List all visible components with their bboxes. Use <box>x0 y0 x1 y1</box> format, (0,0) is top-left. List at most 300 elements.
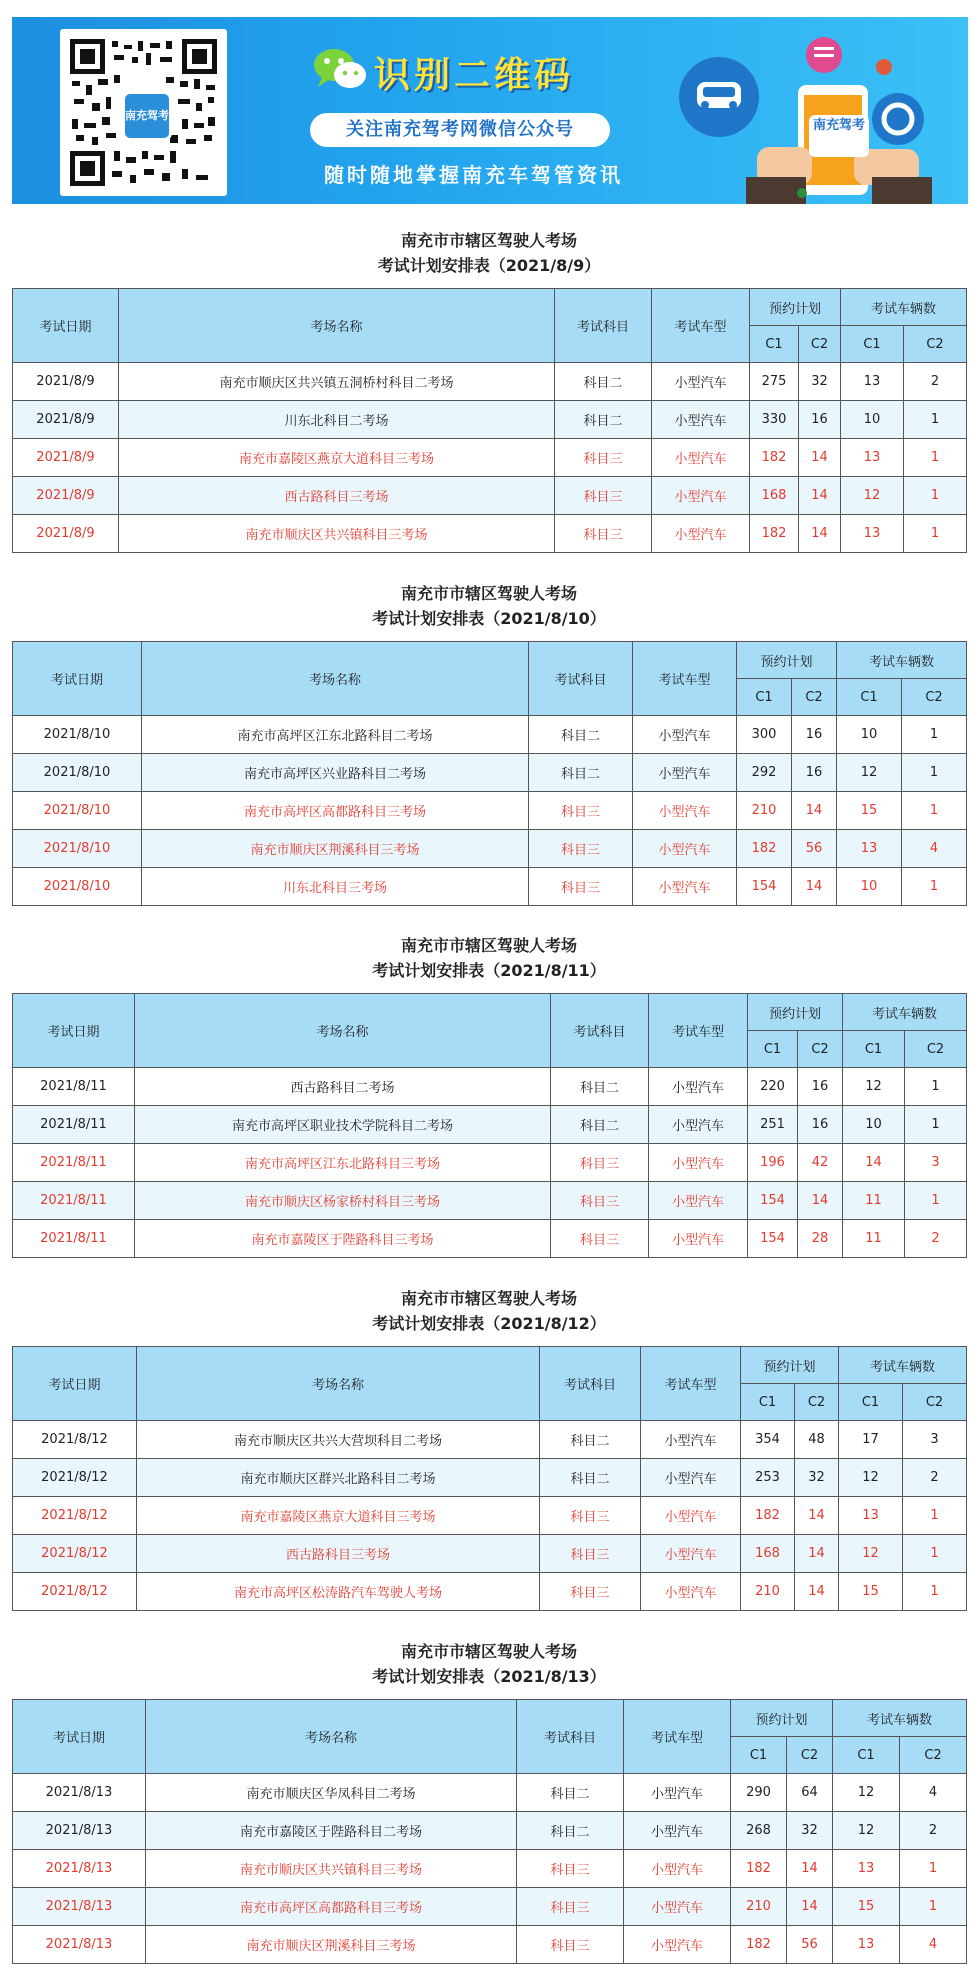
cell-cars-c2: 2 <box>905 1220 967 1258</box>
cell-plan-c1: 182 <box>750 439 799 477</box>
cell-cars-c1: 13 <box>837 830 902 868</box>
cell-plan-c1: 182 <box>741 1497 795 1535</box>
cell-plan-c2: 14 <box>799 439 841 477</box>
table-row <box>13 1535 967 1573</box>
cell-subject: 科目二 <box>551 1106 649 1144</box>
cell-date: 2021/8/9 <box>13 439 119 477</box>
cell-cars-c1: 12 <box>843 1068 905 1106</box>
cell-date: 2021/8/9 <box>13 401 119 439</box>
cell-plan-c1: 300 <box>737 716 792 754</box>
cell-vehicle: 小型汽车 <box>652 401 750 439</box>
cell-subject: 科目二 <box>517 1774 624 1812</box>
cell-cars-c1: 12 <box>839 1535 903 1573</box>
header-subject: 考试科目 <box>551 994 649 1068</box>
table-row <box>13 401 967 439</box>
cell-plan-c1: 220 <box>748 1068 798 1106</box>
cell-plan-c1: 168 <box>741 1535 795 1573</box>
cell-cars-c2: 1 <box>902 716 967 754</box>
table-row <box>13 754 967 792</box>
cell-vehicle: 小型汽车 <box>641 1497 741 1535</box>
cell-cars-c2: 1 <box>904 439 967 477</box>
cell-cars-c1: 11 <box>843 1182 905 1220</box>
cell-plan-c2: 16 <box>792 716 837 754</box>
header-exam-cars: 考试车辆数 <box>843 994 967 1031</box>
table-row <box>13 1421 967 1459</box>
cell-plan-c2: 32 <box>787 1812 833 1850</box>
cell-date: 2021/8/12 <box>13 1459 137 1497</box>
cell-venue: 西古路科目三考场 <box>119 477 555 515</box>
qr-center-logo: 南充驾考 <box>122 91 172 141</box>
cell-vehicle: 小型汽车 <box>652 363 750 401</box>
header-subject: 考试科目 <box>529 642 633 716</box>
cell-plan-c2: 56 <box>792 830 837 868</box>
cell-plan-c1: 210 <box>737 792 792 830</box>
header-venue-name: 考场名称 <box>146 1700 517 1774</box>
cell-cars-c2: 1 <box>904 477 967 515</box>
cell-date: 2021/8/11 <box>13 1068 135 1106</box>
header-cars-c1: C1 <box>837 679 902 716</box>
cell-cars-c1: 12 <box>833 1774 900 1812</box>
cell-subject: 科目二 <box>529 716 633 754</box>
cell-vehicle: 小型汽车 <box>652 477 750 515</box>
cell-cars-c1: 12 <box>839 1459 903 1497</box>
cell-vehicle: 小型汽车 <box>652 515 750 553</box>
cell-plan-c2: 14 <box>792 792 837 830</box>
cell-date: 2021/8/11 <box>13 1144 135 1182</box>
cell-cars-c1: 13 <box>833 1926 900 1964</box>
cell-venue: 南充市高坪区江东北路科目三考场 <box>135 1144 551 1182</box>
cell-subject: 科目三 <box>555 477 652 515</box>
cell-cars-c2: 4 <box>902 830 967 868</box>
cell-plan-c2: 14 <box>798 1182 843 1220</box>
section-heading-line2: 考试计划安排表（2021/8/9） <box>377 256 601 275</box>
cell-plan-c1: 196 <box>748 1144 798 1182</box>
cell-vehicle: 小型汽车 <box>633 716 737 754</box>
header-booking-plan: 预约计划 <box>748 994 843 1031</box>
cell-cars-c1: 11 <box>843 1220 905 1258</box>
table-row <box>13 1888 967 1926</box>
cell-plan-c1: 154 <box>737 868 792 906</box>
header-booking-plan: 预约计划 <box>741 1347 839 1384</box>
header-plan-c1: C1 <box>731 1737 787 1774</box>
cell-subject: 科目二 <box>540 1459 641 1497</box>
header-vehicle-type: 考试车型 <box>649 994 748 1068</box>
cell-vehicle: 小型汽车 <box>649 1144 748 1182</box>
cell-vehicle: 小型汽车 <box>633 868 737 906</box>
promo-banner <box>12 17 968 204</box>
cell-subject: 科目三 <box>551 1182 649 1220</box>
header-plan-c1: C1 <box>737 679 792 716</box>
cell-cars-c1: 15 <box>833 1888 900 1926</box>
cell-cars-c2: 1 <box>902 754 967 792</box>
cell-venue: 南充市嘉陵区于陛路科目三考场 <box>135 1220 551 1258</box>
table-row <box>13 792 967 830</box>
table-row <box>13 1774 967 1812</box>
section-heading-line2: 考试计划安排表（2021/8/13） <box>372 1667 606 1686</box>
cell-subject: 科目三 <box>517 1888 624 1926</box>
cell-subject: 科目二 <box>555 363 652 401</box>
header-booking-plan: 预约计划 <box>737 642 837 679</box>
schedule-section-4 <box>12 1639 966 1964</box>
cell-vehicle: 小型汽车 <box>633 792 737 830</box>
cell-date: 2021/8/11 <box>13 1106 135 1144</box>
cell-subject: 科目三 <box>555 439 652 477</box>
cell-plan-c1: 182 <box>731 1926 787 1964</box>
cell-plan-c2: 14 <box>787 1888 833 1926</box>
cell-vehicle: 小型汽车 <box>652 439 750 477</box>
cell-venue: 西古路科目三考场 <box>137 1535 540 1573</box>
cell-venue: 南充市高坪区高都路科目三考场 <box>142 792 529 830</box>
table-row <box>13 1144 967 1182</box>
cell-subject: 科目二 <box>529 754 633 792</box>
header-exam-date: 考试日期 <box>13 994 135 1068</box>
table-row <box>13 1812 967 1850</box>
cell-vehicle: 小型汽车 <box>649 1068 748 1106</box>
header-vehicle-type: 考试车型 <box>652 289 750 363</box>
table-row <box>13 1926 967 1964</box>
cell-subject: 科目二 <box>517 1812 624 1850</box>
cell-date: 2021/8/10 <box>13 754 142 792</box>
qr-code <box>60 29 227 196</box>
table-row <box>13 868 967 906</box>
cell-cars-c2: 2 <box>903 1459 967 1497</box>
cell-cars-c1: 13 <box>833 1850 900 1888</box>
header-cars-c1: C1 <box>839 1384 903 1421</box>
header-plan-c1: C1 <box>741 1384 795 1421</box>
cell-vehicle: 小型汽车 <box>624 1774 731 1812</box>
cell-vehicle: 小型汽车 <box>649 1182 748 1220</box>
table-row <box>13 1068 967 1106</box>
header-exam-date: 考试日期 <box>13 289 119 363</box>
cell-date: 2021/8/12 <box>13 1573 137 1611</box>
header-booking-plan: 预约计划 <box>731 1700 833 1737</box>
phone-app-logo: 南充驾考 <box>809 115 869 157</box>
cell-date: 2021/8/10 <box>13 792 142 830</box>
cell-cars-c2: 3 <box>903 1421 967 1459</box>
header-venue-name: 考场名称 <box>142 642 529 716</box>
table-row <box>13 363 967 401</box>
cell-plan-c2: 48 <box>795 1421 839 1459</box>
cell-subject: 科目三 <box>529 868 633 906</box>
cell-plan-c1: 210 <box>731 1888 787 1926</box>
cell-date: 2021/8/12 <box>13 1497 137 1535</box>
cell-cars-c2: 1 <box>904 401 967 439</box>
cell-venue: 南充市顺庆区共兴镇五洞桥村科目二考场 <box>119 363 555 401</box>
cell-vehicle: 小型汽车 <box>641 1535 741 1573</box>
table-row <box>13 716 967 754</box>
header-cars-c2: C2 <box>902 679 967 716</box>
cell-cars-c2: 1 <box>905 1106 967 1144</box>
cell-date: 2021/8/9 <box>13 477 119 515</box>
cell-cars-c1: 12 <box>837 754 902 792</box>
cell-venue: 川东北科目二考场 <box>119 401 555 439</box>
header-booking-plan: 预约计划 <box>750 289 841 326</box>
cell-plan-c2: 14 <box>795 1535 839 1573</box>
cell-plan-c1: 275 <box>750 363 799 401</box>
cell-vehicle: 小型汽车 <box>649 1220 748 1258</box>
table-row <box>13 1573 967 1611</box>
cell-cars-c2: 1 <box>904 515 967 553</box>
cell-cars-c2: 1 <box>903 1497 967 1535</box>
table-row <box>13 830 967 868</box>
cell-subject: 科目二 <box>551 1068 649 1106</box>
section-heading-line1: 南充市市辖区驾驶人考场 <box>400 1289 577 1308</box>
cell-vehicle: 小型汽车 <box>624 1888 731 1926</box>
cell-subject: 科目二 <box>540 1421 641 1459</box>
cell-plan-c2: 16 <box>798 1106 843 1144</box>
cell-date: 2021/8/10 <box>13 830 142 868</box>
cell-venue: 南充市高坪区职业技术学院科目二考场 <box>135 1106 551 1144</box>
cell-plan-c2: 14 <box>795 1573 839 1611</box>
table-row <box>13 1497 967 1535</box>
section-heading-line2: 考试计划安排表（2021/8/10） <box>372 609 606 628</box>
cell-cars-c1: 13 <box>841 363 904 401</box>
header-exam-cars: 考试车辆数 <box>841 289 967 326</box>
table-row <box>13 1459 967 1497</box>
cell-venue: 南充市顺庆区荆溪科目三考场 <box>146 1926 517 1964</box>
section-heading-line1: 南充市市辖区驾驶人考场 <box>400 1642 577 1661</box>
cell-venue: 南充市嘉陵区燕京大道科目三考场 <box>119 439 555 477</box>
cell-subject: 科目三 <box>529 830 633 868</box>
cell-plan-c2: 42 <box>798 1144 843 1182</box>
cell-venue: 南充市高坪区江东北路科目二考场 <box>142 716 529 754</box>
cell-plan-c2: 16 <box>799 401 841 439</box>
header-cars-c1: C1 <box>841 326 904 363</box>
cell-date: 2021/8/12 <box>13 1535 137 1573</box>
cell-plan-c1: 292 <box>737 754 792 792</box>
cell-venue: 南充市高坪区兴业路科目二考场 <box>142 754 529 792</box>
section-heading-line2: 考试计划安排表（2021/8/11） <box>372 961 606 980</box>
header-exam-date: 考试日期 <box>13 1700 146 1774</box>
cell-cars-c1: 12 <box>841 477 904 515</box>
header-cars-c1: C1 <box>843 1031 905 1068</box>
schedule-section-2 <box>12 933 966 1258</box>
cell-cars-c1: 13 <box>839 1497 903 1535</box>
table-row <box>13 1220 967 1258</box>
schedule-section-3 <box>12 1286 966 1611</box>
cell-plan-c2: 28 <box>798 1220 843 1258</box>
cell-venue: 南充市顺庆区荆溪科目三考场 <box>142 830 529 868</box>
cell-date: 2021/8/10 <box>13 716 142 754</box>
table-row <box>13 439 967 477</box>
header-subject: 考试科目 <box>555 289 652 363</box>
cell-cars-c1: 10 <box>843 1106 905 1144</box>
header-exam-cars: 考试车辆数 <box>837 642 967 679</box>
cell-subject: 科目三 <box>517 1926 624 1964</box>
header-exam-cars: 考试车辆数 <box>839 1347 967 1384</box>
table-row <box>13 477 967 515</box>
cell-venue: 川东北科目三考场 <box>142 868 529 906</box>
cell-plan-c2: 56 <box>787 1926 833 1964</box>
header-exam-date: 考试日期 <box>13 642 142 716</box>
cell-date: 2021/8/10 <box>13 868 142 906</box>
cell-cars-c1: 10 <box>841 401 904 439</box>
cell-subject: 科目三 <box>551 1144 649 1182</box>
table-row <box>13 515 967 553</box>
schedule-section-0 <box>12 228 966 553</box>
header-exam-cars: 考试车辆数 <box>833 1700 967 1737</box>
cell-date: 2021/8/9 <box>13 515 119 553</box>
header-cars-c2: C2 <box>905 1031 967 1068</box>
header-plan-c2: C2 <box>799 326 841 363</box>
cell-subject: 科目三 <box>540 1497 641 1535</box>
cell-cars-c1: 10 <box>837 868 902 906</box>
cell-plan-c2: 64 <box>787 1774 833 1812</box>
cell-cars-c2: 2 <box>904 363 967 401</box>
header-venue-name: 考场名称 <box>135 994 551 1068</box>
table-row <box>13 1106 967 1144</box>
cell-cars-c2: 1 <box>900 1850 967 1888</box>
cell-subject: 科目三 <box>529 792 633 830</box>
cell-plan-c1: 154 <box>748 1182 798 1220</box>
cell-cars-c2: 3 <box>905 1144 967 1182</box>
header-venue-name: 考场名称 <box>119 289 555 363</box>
header-vehicle-type: 考试车型 <box>633 642 737 716</box>
cell-plan-c1: 330 <box>750 401 799 439</box>
schedule-section-1 <box>12 581 966 906</box>
cell-venue: 南充市高坪区松涛路汽车驾驶人考场 <box>137 1573 540 1611</box>
cell-cars-c1: 13 <box>841 515 904 553</box>
cell-plan-c1: 182 <box>750 515 799 553</box>
cell-vehicle: 小型汽车 <box>633 830 737 868</box>
cell-date: 2021/8/9 <box>13 363 119 401</box>
cell-subject: 科目三 <box>555 515 652 553</box>
cell-subject: 科目三 <box>551 1220 649 1258</box>
cell-vehicle: 小型汽车 <box>641 1573 741 1611</box>
cell-cars-c1: 14 <box>843 1144 905 1182</box>
header-vehicle-type: 考试车型 <box>641 1347 741 1421</box>
header-plan-c2: C2 <box>798 1031 843 1068</box>
cell-venue: 西古路科目二考场 <box>135 1068 551 1106</box>
section-heading-line2: 考试计划安排表（2021/8/12） <box>372 1314 606 1333</box>
cell-cars-c1: 12 <box>833 1812 900 1850</box>
cell-plan-c1: 290 <box>731 1774 787 1812</box>
header-subject: 考试科目 <box>517 1700 624 1774</box>
cell-cars-c2: 1 <box>902 868 967 906</box>
section-heading-line1: 南充市市辖区驾驶人考场 <box>400 231 577 250</box>
header-vehicle-type: 考试车型 <box>624 1700 731 1774</box>
header-plan-c1: C1 <box>748 1031 798 1068</box>
cell-date: 2021/8/13 <box>13 1888 146 1926</box>
section-heading-line1: 南充市市辖区驾驶人考场 <box>400 936 577 955</box>
header-cars-c2: C2 <box>903 1384 967 1421</box>
schedule-table <box>12 641 967 906</box>
cell-venue: 南充市顺庆区杨家桥村科目三考场 <box>135 1182 551 1220</box>
cell-date: 2021/8/13 <box>13 1774 146 1812</box>
cell-cars-c2: 4 <box>900 1774 967 1812</box>
cell-plan-c1: 210 <box>741 1573 795 1611</box>
header-plan-c2: C2 <box>787 1737 833 1774</box>
cell-vehicle: 小型汽车 <box>649 1106 748 1144</box>
table-row <box>13 1182 967 1220</box>
header-cars-c1: C1 <box>833 1737 900 1774</box>
cell-date: 2021/8/12 <box>13 1421 137 1459</box>
cell-plan-c1: 253 <box>741 1459 795 1497</box>
cell-plan-c2: 16 <box>798 1068 843 1106</box>
cell-plan-c1: 268 <box>731 1812 787 1850</box>
cell-cars-c1: 10 <box>837 716 902 754</box>
cell-venue: 南充市嘉陵区于陛路科目二考场 <box>146 1812 517 1850</box>
cell-cars-c2: 1 <box>905 1182 967 1220</box>
cell-vehicle: 小型汽车 <box>624 1850 731 1888</box>
cell-date: 2021/8/13 <box>13 1926 146 1964</box>
cell-plan-c2: 14 <box>787 1850 833 1888</box>
cell-plan-c1: 182 <box>737 830 792 868</box>
cell-plan-c2: 14 <box>792 868 837 906</box>
cell-plan-c1: 354 <box>741 1421 795 1459</box>
cell-venue: 南充市顺庆区群兴北路科目二考场 <box>137 1459 540 1497</box>
header-exam-date: 考试日期 <box>13 1347 137 1421</box>
schedule-table <box>12 993 967 1258</box>
banner-title: 识别二维码 <box>374 55 575 96</box>
cell-vehicle: 小型汽车 <box>641 1459 741 1497</box>
cell-cars-c1: 13 <box>841 439 904 477</box>
cell-cars-c2: 1 <box>902 792 967 830</box>
cell-date: 2021/8/11 <box>13 1182 135 1220</box>
header-plan-c2: C2 <box>795 1384 839 1421</box>
cell-plan-c1: 154 <box>748 1220 798 1258</box>
cell-plan-c2: 14 <box>799 515 841 553</box>
cell-plan-c2: 14 <box>799 477 841 515</box>
cell-plan-c2: 16 <box>792 754 837 792</box>
header-subject: 考试科目 <box>540 1347 641 1421</box>
cell-vehicle: 小型汽车 <box>633 754 737 792</box>
schedule-table <box>12 1346 967 1611</box>
cell-plan-c1: 168 <box>750 477 799 515</box>
cell-plan-c1: 251 <box>748 1106 798 1144</box>
header-cars-c2: C2 <box>900 1737 967 1774</box>
schedule-table <box>12 288 967 553</box>
cell-cars-c2: 2 <box>900 1812 967 1850</box>
cell-venue: 南充市高坪区高都路科目三考场 <box>146 1888 517 1926</box>
header-cars-c2: C2 <box>904 326 967 363</box>
cell-subject: 科目二 <box>555 401 652 439</box>
cell-cars-c2: 4 <box>900 1926 967 1964</box>
cell-cars-c1: 15 <box>837 792 902 830</box>
section-heading-line1: 南充市市辖区驾驶人考场 <box>400 584 577 603</box>
banner-subtitle: 关注南充驾考网微信公众号 <box>310 113 610 147</box>
header-plan-c1: C1 <box>750 326 799 363</box>
cell-plan-c2: 32 <box>795 1459 839 1497</box>
table-row <box>13 1850 967 1888</box>
cell-cars-c1: 15 <box>839 1573 903 1611</box>
header-plan-c2: C2 <box>792 679 837 716</box>
cell-vehicle: 小型汽车 <box>624 1812 731 1850</box>
cell-cars-c2: 1 <box>903 1535 967 1573</box>
cell-plan-c2: 14 <box>795 1497 839 1535</box>
cell-cars-c2: 1 <box>900 1888 967 1926</box>
cell-subject: 科目三 <box>517 1850 624 1888</box>
cell-subject: 科目三 <box>540 1535 641 1573</box>
cell-plan-c1: 182 <box>731 1850 787 1888</box>
cell-date: 2021/8/13 <box>13 1812 146 1850</box>
cell-date: 2021/8/13 <box>13 1850 146 1888</box>
cell-venue: 南充市顺庆区共兴大营坝科目二考场 <box>137 1421 540 1459</box>
cell-cars-c2: 1 <box>905 1068 967 1106</box>
cell-date: 2021/8/11 <box>13 1220 135 1258</box>
cell-subject: 科目三 <box>540 1573 641 1611</box>
cell-venue: 南充市嘉陵区燕京大道科目三考场 <box>137 1497 540 1535</box>
cell-vehicle: 小型汽车 <box>641 1421 741 1459</box>
cell-cars-c1: 17 <box>839 1421 903 1459</box>
cell-plan-c2: 32 <box>799 363 841 401</box>
wechat-icon <box>312 45 368 93</box>
cell-venue: 南充市顺庆区共兴镇科目三考场 <box>119 515 555 553</box>
header-venue-name: 考场名称 <box>137 1347 540 1421</box>
banner-tagline: 随时随地掌握南充车驾管资讯 <box>324 163 623 187</box>
cell-venue: 南充市顺庆区共兴镇科目三考场 <box>146 1850 517 1888</box>
cell-vehicle: 小型汽车 <box>624 1926 731 1964</box>
